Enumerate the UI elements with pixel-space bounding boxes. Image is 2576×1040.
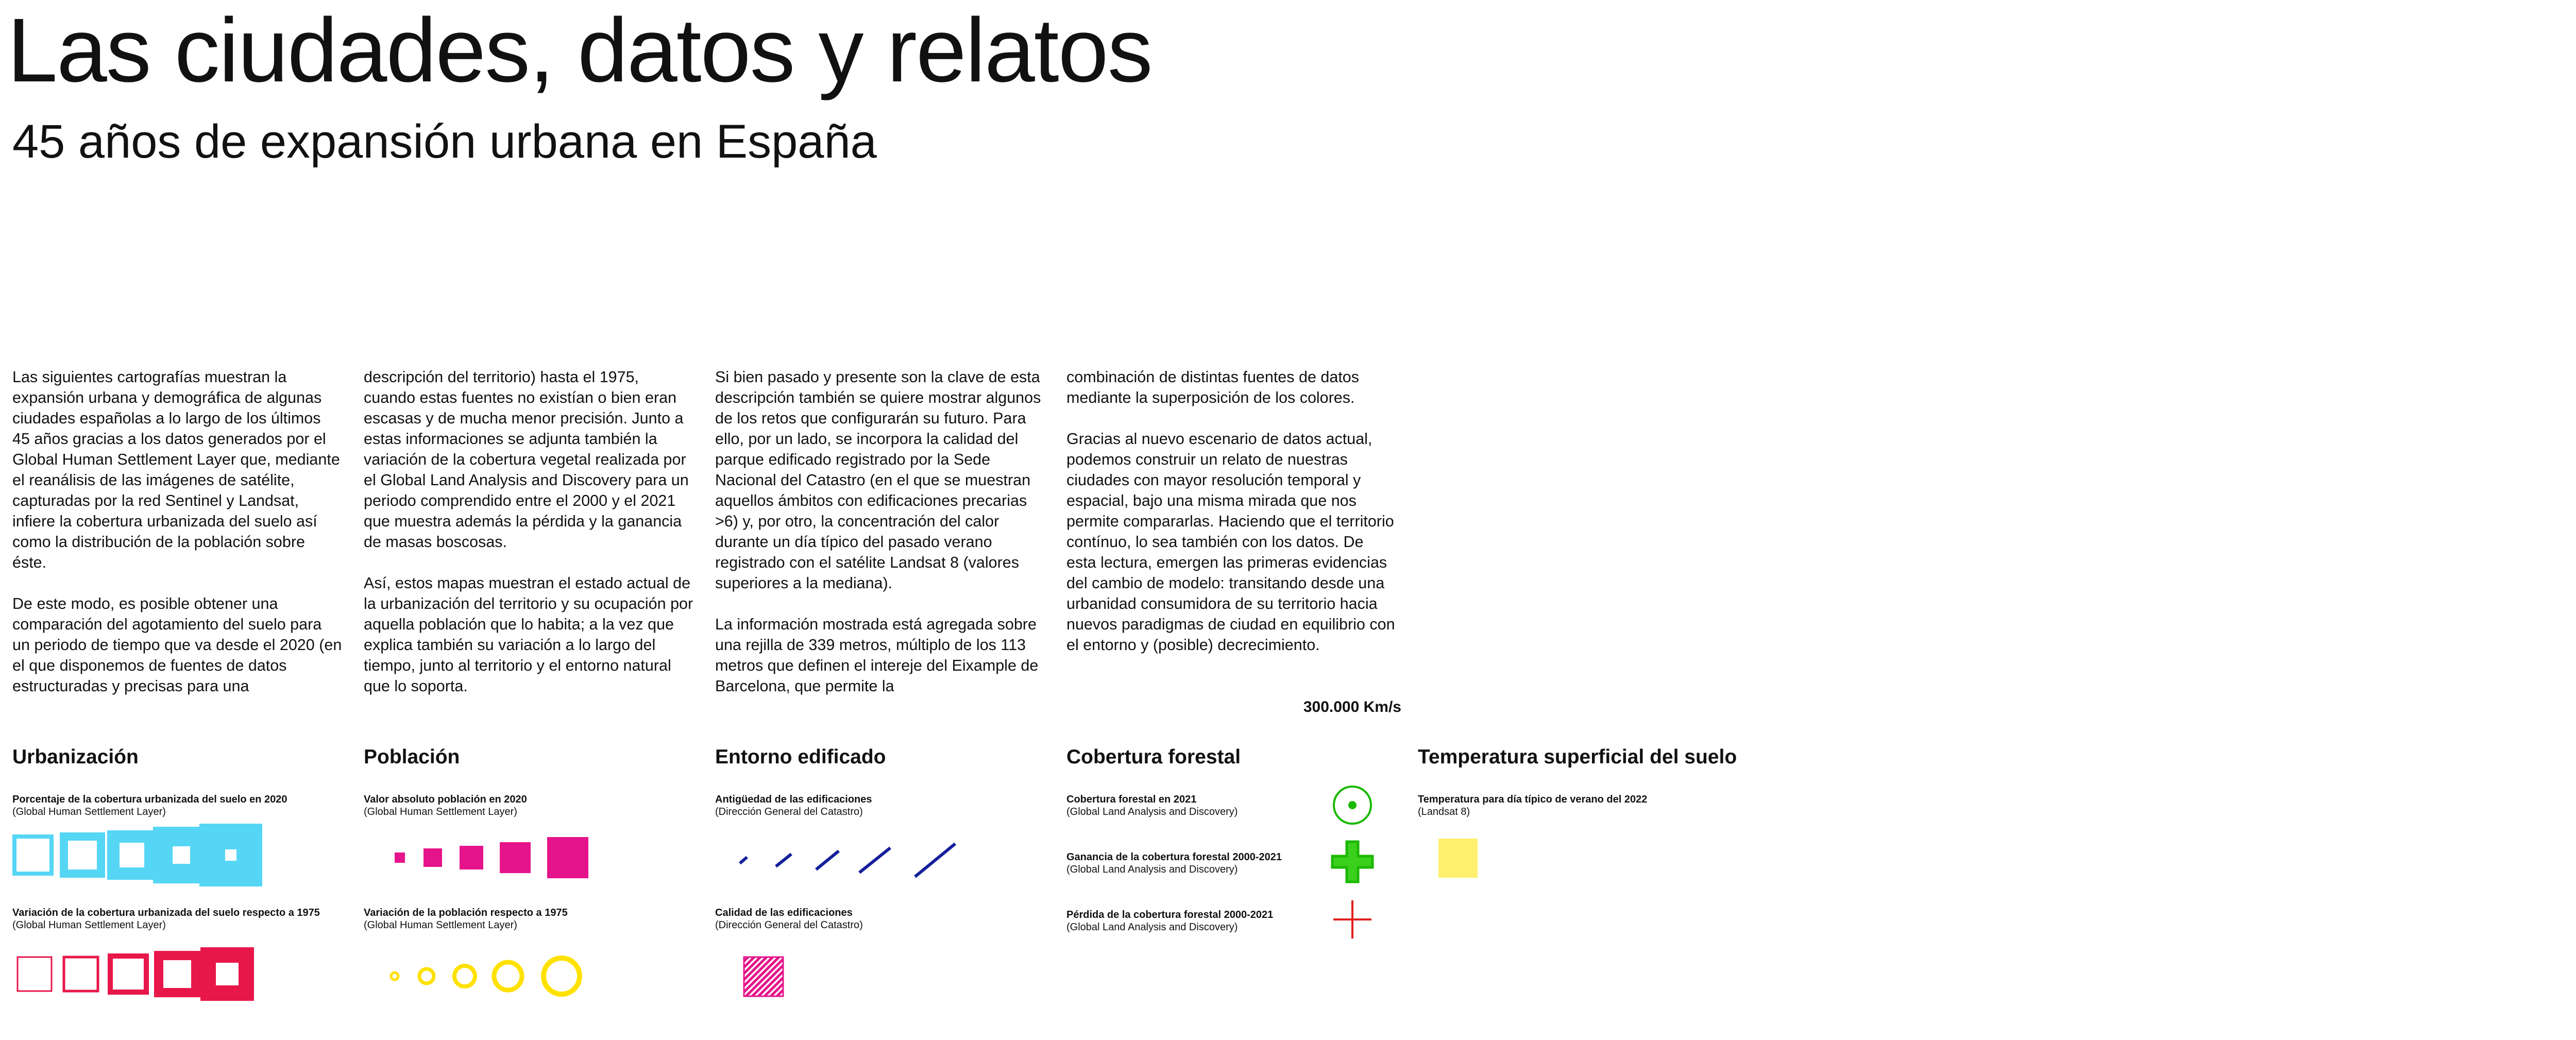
legend-title-poblacion: Población [364, 746, 460, 768]
legend-item-source: (Global Human Settlement Layer) [364, 806, 517, 817]
legend-item-title: Ganancia de la cobertura forestal 2000-2021 [1066, 851, 1282, 863]
legend-item-title: Calidad de las edificaciones [715, 907, 853, 918]
legend-item-title: Porcentaje de la cobertura urbanizada del suelo en 2020 [12, 794, 287, 805]
magenta-square-3 [460, 846, 483, 869]
legend-item-source: (Global Human Settlement Layer) [12, 806, 166, 817]
cyan-square-5 [212, 837, 249, 874]
legend-title-urbanizacion: Urbanización [12, 746, 139, 768]
magenta-square-5 [547, 837, 588, 878]
red-cross-icon [1329, 896, 1376, 943]
crimson-square-3 [110, 956, 146, 992]
legend-item-source: (Global Human Settlement Layer) [12, 919, 166, 931]
yellow-square-icon [1418, 834, 1480, 881]
intro-column-3: Si bien pasado y presente son la clave de esta descripción también se quiere mostrar algunos de los retos que configurarán su futuro. Para ello, por un lado, se incorpora la calidad del parque edificado registrado por la Sede Nacional del Catastro (en el que se muestran aquellos ámbitos con edificaciones precarias >6) y, por otro, la concentración del calor durante un día típico del pasado verano registrado con el satélite Landsat 8 (valores superiores a la mediana). La información mostrada está agregada sobre una rejilla de 339 metros, múltiplo de los 113 metros que definen el intereje del Eixample de Barcelona, que permite la [715, 368, 1041, 695]
legend-item-source: (Dirección General del Catastro) [715, 919, 863, 931]
cyan-square-series-icon [12, 834, 255, 876]
yellow-circle-1 [391, 973, 398, 980]
legend-item-title: Antigüedad de las edificaciones [715, 794, 872, 805]
crimson-square-2 [64, 957, 98, 991]
yellow-circle-4 [494, 962, 522, 990]
crimson-square-1 [18, 957, 52, 991]
intro-column-1: Las siguientes cartografías muestran la expansión urbana y demográfica de algunas ciudades españolas a lo largo de los últimos 45 años gracias a los datos generados por el Global Human Settlement Layer que, mediante el reanálisis de las imágenes de satélite, capturadas por la red Sentinel y Landsat, infiere la cobertura urbanizada del suelo así como la distribución de la población sobre éste. De este modo, es posible obtener una comparación del agotamiento del suelo para un periodo de tiempo que va desde el 2020 (en el que disponemos de fuentes de datos estructuradas y precisas para una [12, 368, 342, 695]
yellow-circle-2 [419, 969, 434, 983]
scale-label: 300.000 Km/s [1303, 698, 1401, 715]
navy-line-5 [915, 844, 955, 877]
legend-item-title: Variación de la cobertura urbanizada del suelo respecto a 1975 [12, 907, 320, 918]
legend-title-temperatura: Temperatura superficial del suelo [1418, 746, 1737, 768]
magenta-square-2 [423, 848, 442, 867]
yellow-circle-series-icon [364, 953, 606, 999]
legend-item-title: Pérdida de la cobertura forestal 2000-2021 [1066, 909, 1274, 920]
magenta-square-1 [395, 853, 405, 863]
legend-title-forestal: Cobertura forestal [1066, 746, 1241, 768]
yellow-circle-5 [544, 958, 580, 994]
navy-line-1 [740, 857, 747, 863]
navy-line-2 [776, 854, 791, 866]
navy-line-series-icon [715, 834, 957, 881]
legend-title-entorno: Entorno edificado [715, 746, 886, 768]
page-subtitle: 45 años de expansión urbana en España [12, 115, 877, 168]
legend-item-title: Temperatura para día típico de verano del 2022 [1418, 794, 1648, 805]
intro-column-4: combinación de distintas fuentes de datos mediante la superposición de los colores. Gracias al nuevo escenario de datos actual, podemos construir un relato de nuestras ciudades con mayor resolución temporal y espacial, bajo una misma mirada que nos permite compararlas. Haciendo que el territorio contínuo, lo sea también con los datos. De esta lectura, emergen las primeras evidencias del cambio de modelo: transitando desde una urbanidad consumidora de su territorio hacia nuevos paradigmas de ciudad en equilibrio con el entorno y (posible) decrecimiento. [1066, 368, 1395, 654]
legend-item-source: (Global Land Analysis and Discovery) [1066, 806, 1238, 817]
crimson-square-5 [208, 955, 246, 993]
legend-item-source: (Global Land Analysis and Discovery) [1066, 922, 1238, 933]
legend-item-source: (Global Human Settlement Layer) [364, 919, 517, 931]
green-plus-icon [1329, 839, 1376, 885]
legend-item-title: Variación de la población respecto a 1975 [364, 907, 568, 918]
navy-line-3 [816, 851, 839, 869]
crimson-square-4 [159, 956, 196, 993]
legend-item-title: Cobertura forestal en 2021 [1066, 794, 1197, 805]
magenta-square-4 [500, 842, 531, 873]
legend-item-title: Valor absoluto población en 2020 [364, 794, 527, 805]
cyan-square-2 [64, 837, 101, 874]
magenta-hatched-square-icon [715, 953, 787, 999]
intro-column-2: descripción del territorio) hasta el 1975, cuando estas fuentes no existían o bien eran escasas y de mucha menor precisión. Junto a estas informaciones se adjunta también la variación de la cobertura vegetal realizada por el Global Land Analysis and Discovery para un periodo comprendido entre el 2000 y el 2021 que muestra además la pérdida y la ganancia de masas boscosas. Así, estos mapas muestran el estado actual de la urbanización del territorio y su ocupación por aquella población que lo habita; a la vez que explica también su variación a lo largo del tiempo, junto al territorio y el entorno natural que lo soporta. [364, 368, 693, 695]
page-title: Las ciudades, datos y relatos [7, 0, 1152, 101]
green-target-icon [1329, 782, 1376, 828]
crimson-square-series-icon [12, 953, 255, 994]
cyan-square-3 [113, 837, 150, 874]
magenta-square-series-icon [364, 834, 606, 881]
navy-line-4 [859, 848, 890, 873]
legend-item-source: (Landsat 8) [1418, 806, 1470, 817]
legend-item-source: (Global Land Analysis and Discovery) [1066, 864, 1238, 875]
cyan-square-1 [14, 837, 52, 874]
yellow-circle-3 [454, 966, 475, 986]
legend-item-source: (Dirección General del Catastro) [715, 806, 863, 817]
cyan-square-4 [163, 837, 200, 874]
